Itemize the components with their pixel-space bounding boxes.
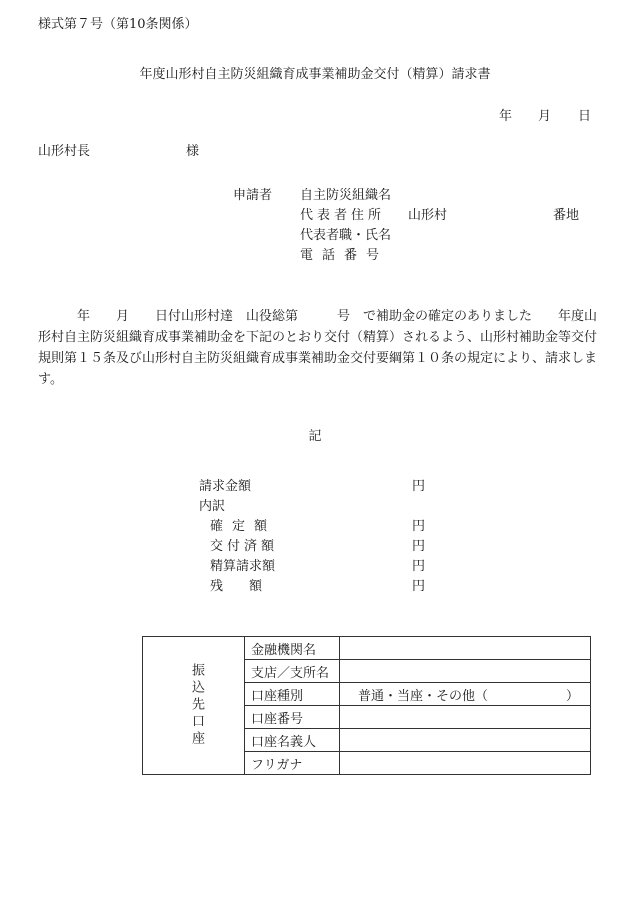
applicant-banchi: 番地 [553, 208, 580, 223]
applicant-village: 山形村 [408, 208, 448, 223]
applicant-org-label: 自主防災組織名 [300, 188, 392, 203]
account-type-options: 普通・当座・その他（ ） [358, 688, 580, 704]
bank-name-field[interactable] [340, 637, 591, 660]
confirmed-amount-label: 確定額 [210, 519, 277, 534]
account-holder-field[interactable] [340, 729, 591, 752]
remaining-amount-yen: 円 [412, 579, 426, 594]
confirmed-amount-yen: 円 [412, 519, 426, 534]
form-number: 様式第７号（第10条関係） [38, 17, 198, 32]
applicant-tel-label: 電話番号 [300, 248, 389, 263]
bank-row-label: 支店／支所名 [245, 660, 340, 683]
document-title: 年度山形村自主防災組織育成事業補助金交付（精算）請求書 [139, 67, 491, 82]
settlement-amount-yen: 円 [412, 559, 426, 574]
settlement-amount-label: 精算請求額 [210, 559, 276, 574]
branch-name-field[interactable] [340, 660, 591, 683]
ki-heading: 記 [308, 429, 322, 444]
applicant-label: 申請者 [233, 188, 273, 203]
addressee-name: 山形村長 [38, 144, 91, 159]
applicant-address-label: 代表者住所 [300, 208, 386, 223]
addressee-honorific: 様 [186, 144, 200, 159]
date-day-label: 日 [578, 109, 592, 124]
paid-amount-label: 交付済額 [210, 539, 279, 554]
date-year-label: 年 [499, 109, 513, 124]
bank-row-label: 金融機関名 [245, 637, 340, 660]
bank-account-table [142, 636, 591, 775]
bank-row-label: 口座番号 [245, 706, 340, 729]
furigana-field[interactable] [340, 752, 591, 775]
account-number-field[interactable] [340, 706, 591, 729]
date-month-label: 月 [538, 109, 552, 124]
paid-amount-yen: 円 [412, 539, 426, 554]
bank-side-label: 振込先口座 [143, 637, 245, 775]
request-amount-label: 請求金額 [199, 479, 252, 494]
account-type-field[interactable] [340, 683, 591, 706]
bank-row-label: 口座種別 [245, 683, 340, 706]
remaining-amount-label: 残額 [210, 579, 289, 594]
table-row [143, 637, 591, 660]
bank-row-label: 口座名義人 [245, 729, 340, 752]
bank-row-label: フリガナ [245, 752, 340, 775]
request-body-text: 年 月 日付山形村達 山役総第 号 で補助金の確定のありました 年度山形村自主防災組織育成事業補助金を下記のとおり交付（精算）されるよう、山形村補助金等交付規則第１５条及び山形村自主防災組織育成事業補助金交付要綱第１０条の規定により、請求します。 [38, 309, 598, 387]
applicant-name-label: 代表者職・氏名 [300, 228, 392, 243]
breakdown-label: 内訳 [199, 499, 226, 514]
request-amount-yen: 円 [412, 479, 426, 494]
